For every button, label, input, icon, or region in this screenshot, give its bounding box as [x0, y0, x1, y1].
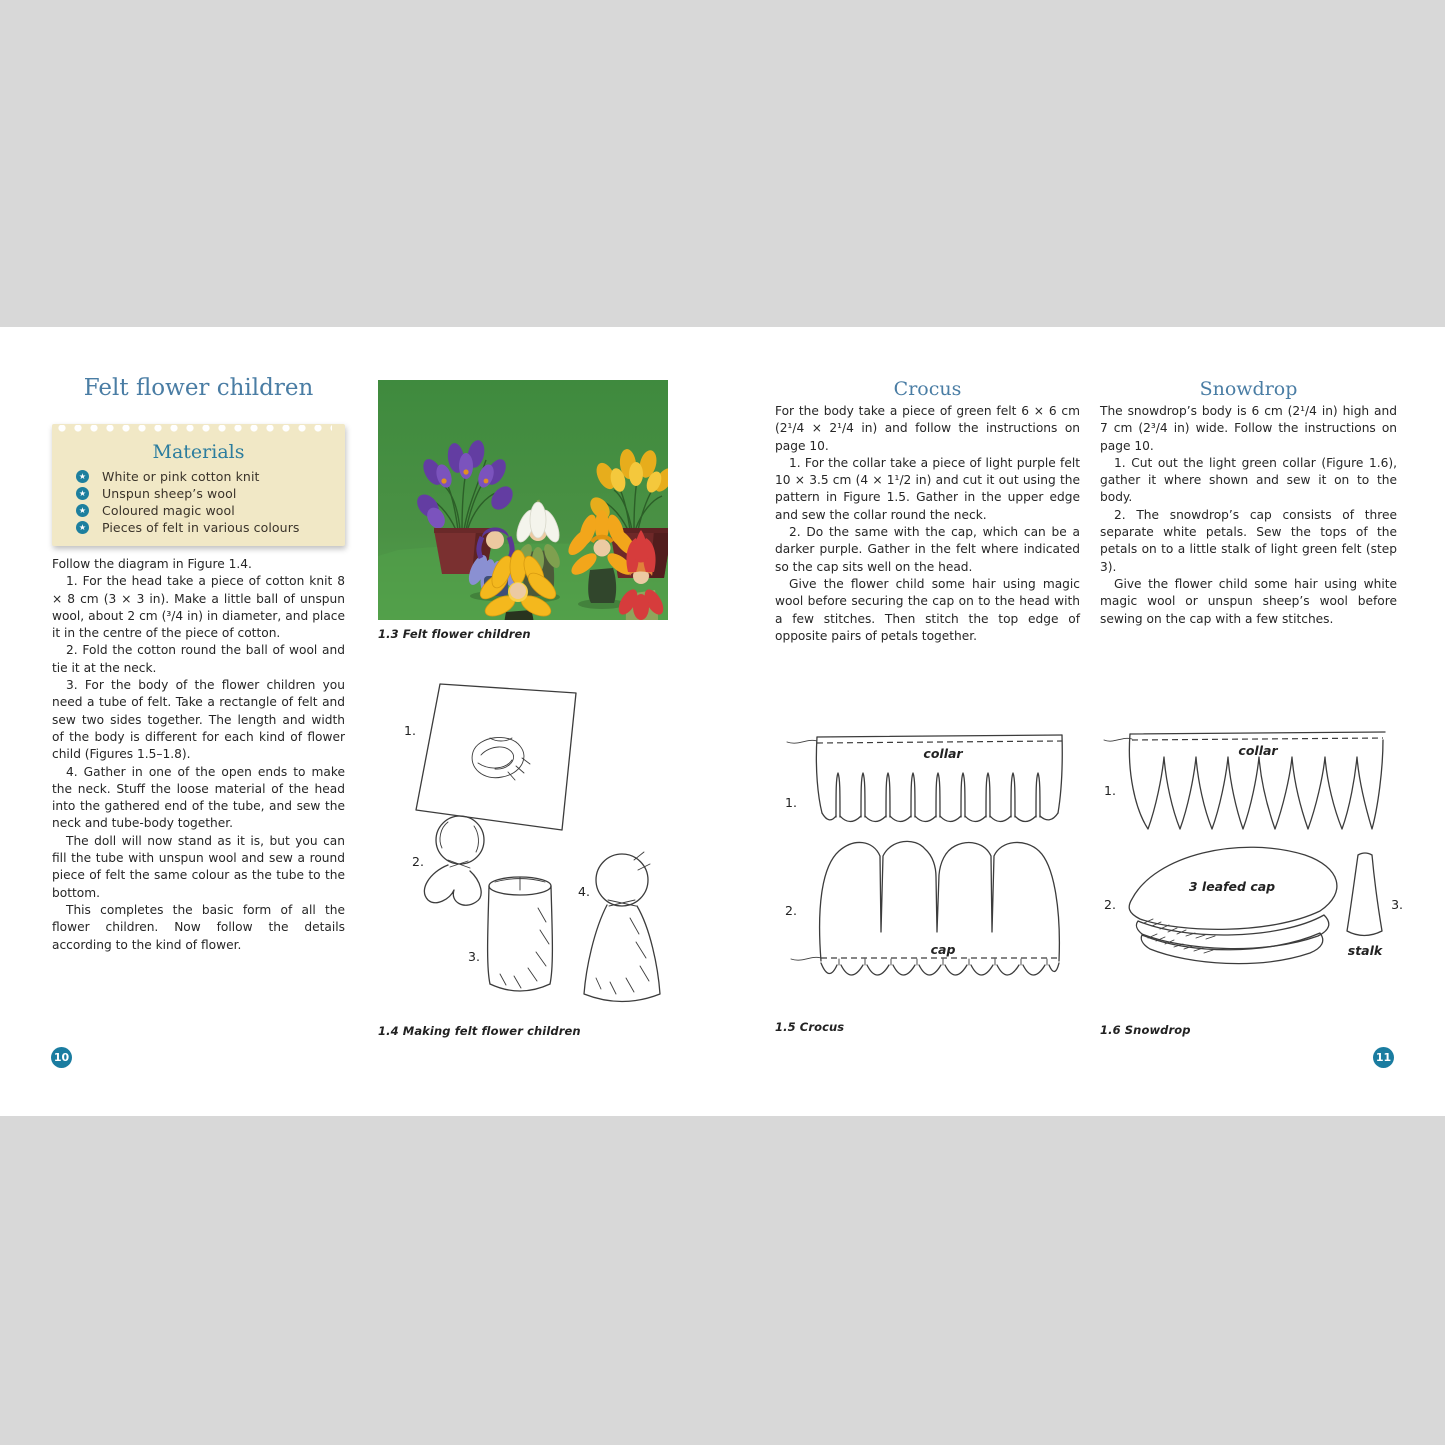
materials-title: Materials: [152, 441, 245, 463]
svg-text:collar: collar: [923, 746, 963, 761]
star-bullet-icon: ★: [76, 504, 89, 517]
snowdrop-cap-pattern: [1104, 847, 1337, 963]
page-number-badge: 10: [51, 1047, 72, 1068]
body-paragraph: 2. The snowdrop’s cap consists of three separate white petals. Sew the tops of the petals on to a little stalk of light green felt (step 3).: [1100, 507, 1397, 574]
figure-1-5-caption: 1.5 Crocus: [775, 1020, 845, 1034]
svg-text:1.: 1.: [404, 723, 416, 738]
body-paragraph: 1. For the collar take a piece of light purple felt 10 × 3.5 cm (4 × 1¹/2 in) and cut it out using the pattern in Figure 1.5. Gather in the upper edge and sew the collar round the neck.: [775, 455, 1080, 522]
step2-tied-head: [412, 816, 484, 905]
materials-item-label: Unspun sheep’s wool: [102, 486, 237, 501]
body-paragraph: The snowdrop’s body is 6 cm (2¹/4 in) high and 7 cm (2³/4 in) wide. Follow the instructions on page 10.: [1100, 404, 1397, 453]
svg-text:3.: 3.: [1391, 897, 1403, 912]
svg-text:collar: collar: [1238, 743, 1278, 758]
instructions-text: [52, 556, 345, 954]
step1-cotton-square: [404, 684, 576, 830]
figure-1-6-caption: 1.6 Snowdrop: [1100, 1023, 1191, 1037]
svg-text:3.: 3.: [468, 949, 480, 964]
body-paragraph: For the body take a piece of green felt 6 × 6 cm (2¹/4 × 2¹/4 in) and follow the instructions on page 10.: [775, 404, 1080, 453]
page-number-badge: 11: [1373, 1047, 1394, 1068]
star-bullet-icon: ★: [76, 521, 89, 534]
crocus-cap-pattern: [785, 841, 1059, 975]
body-paragraph: 1. For the head take a piece of cotton knit 8 × 8 cm (3 × 3 in). Make a little ball of unspun wool, about 2 cm (³/4 in) in diameter, and place it in the centre of the piece of cotton.: [52, 574, 345, 641]
svg-text:cap: cap: [930, 942, 956, 957]
body-paragraph: The doll will now stand as it is, but you can fill the tube with unspun wool and sew a round piece of felt the same colour as the tube to the bottom.: [52, 833, 345, 900]
page-title: Felt flower children: [83, 375, 314, 401]
photo-caption: 1.3 Felt flower children: [378, 627, 531, 641]
body-paragraph: 2. Fold the cotton round the ball of wool and tie it at the neck.: [52, 643, 345, 675]
materials-item-label: White or pink cotton knit: [102, 469, 260, 484]
materials-item-label: Coloured magic wool: [102, 503, 235, 518]
body-paragraph: 1. Cut out the light green collar (Figure 1.6), gather it where shown and sew it on to the body.: [1100, 455, 1397, 505]
materials-note: [52, 424, 345, 546]
materials-item: [76, 519, 335, 536]
svg-text:1.: 1.: [1104, 783, 1116, 798]
svg-text:2.: 2.: [785, 903, 797, 918]
materials-item: [76, 468, 335, 485]
snowdrop-collar-pattern: [1104, 732, 1385, 829]
materials-item: [76, 502, 335, 519]
body-paragraph: Give the flower child some hair using white magic wool or unspun sheep’s wool before sewing on the cap with a few stitches.: [1100, 576, 1397, 626]
section-title-snowdrop: Snowdrop: [1199, 378, 1298, 400]
photo-felt-flower-children: [378, 380, 668, 620]
svg-text:1.: 1.: [785, 795, 797, 810]
figure-1-5-drawing: [775, 725, 1080, 1020]
svg-text:3 leafed cap: 3 leafed cap: [1188, 879, 1276, 894]
figure-1-6-drawing: [1100, 727, 1405, 1017]
snowdrop-stalk-pattern: [1347, 853, 1403, 958]
torn-paper-edge: [54, 425, 332, 436]
materials-item: [76, 485, 335, 502]
svg-text:stalk: stalk: [1347, 943, 1383, 958]
body-paragraph: Follow the diagram in Figure 1.4.: [52, 557, 252, 571]
materials-list: [52, 468, 345, 536]
book-spread: [0, 327, 1445, 1116]
section-title-crocus: Crocus: [893, 378, 962, 400]
body-paragraph: 3. For the body of the flower children you need a tube of felt. Take a rectangle of felt and sew two sides together. The length and width of the body is different for each kind of flower child (Figures 1.5–1.8).: [52, 678, 345, 762]
star-bullet-icon: ★: [76, 470, 89, 483]
svg-text:4.: 4.: [578, 884, 590, 899]
step4-finished-doll: [578, 852, 660, 1002]
body-paragraph: Give the flower child some hair using magic wool before securing the cap on to the head with a few stitches. Then stitch the top edge of opposite pairs of petals together.: [775, 576, 1080, 643]
snowdrop-text: [1100, 403, 1397, 628]
crocus-text: [775, 403, 1080, 645]
materials-item-label: Pieces of felt in various colours: [102, 520, 300, 535]
body-paragraph: This completes the basic form of all the flower children. Now follow the details according to the kind of flower.: [52, 902, 345, 952]
body-paragraph: 2. Do the same with the cap, which can be a darker purple. Gather in the felt where indicated so the cap sits well on the head.: [775, 525, 1080, 574]
svg-text:2.: 2.: [1104, 897, 1116, 912]
figure-1-4-drawing: [378, 668, 690, 1018]
crocus-collar-pattern: [785, 735, 1062, 822]
figure-1-4-caption: 1.4 Making felt flower children: [378, 1024, 581, 1038]
svg-text:2.: 2.: [412, 854, 424, 869]
star-bullet-icon: ★: [76, 487, 89, 500]
body-paragraph: 4. Gather in one of the open ends to make the neck. Stuff the loose material of the head into the gathered end of the tube, and sew the neck and tube-body together.: [52, 764, 345, 831]
